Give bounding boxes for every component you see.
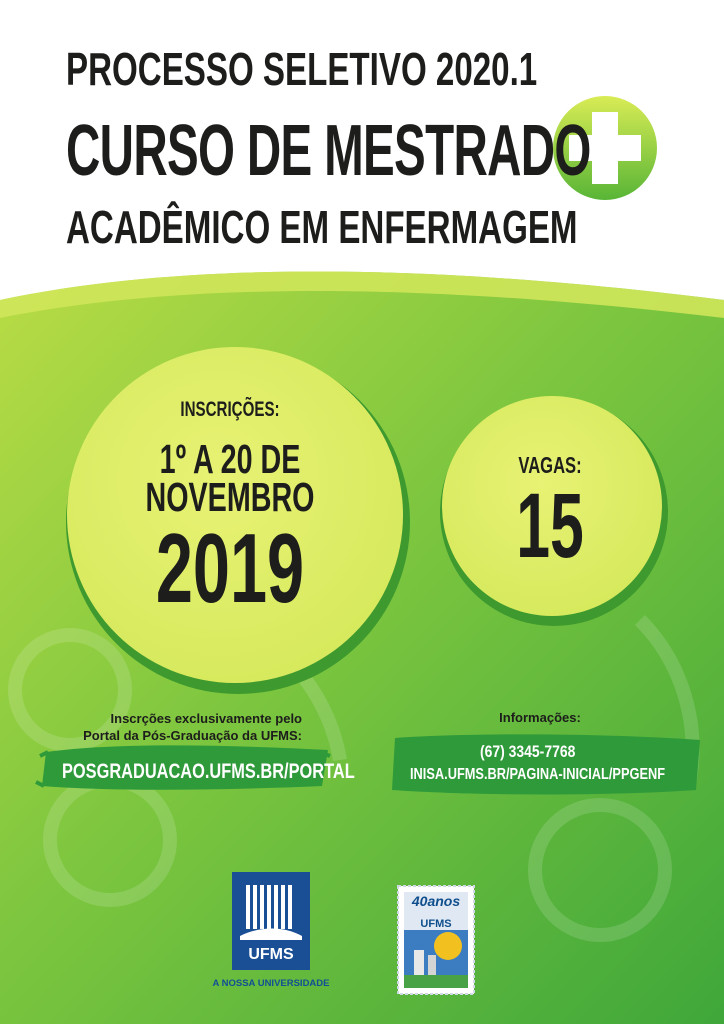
informacoes-phone[interactable]: (67) 3345-7768 (480, 742, 576, 761)
portal-url-link[interactable]: POSGRADUACAO.UFMS.BR/PORTAL (62, 760, 355, 783)
stamp-years: 40anos (411, 893, 461, 909)
informacoes-title: Informações: (499, 710, 581, 725)
title-line-1: PROCESSO SELETIVO 2020.1 (66, 43, 538, 95)
vagas-label: VAGAS: (518, 452, 582, 478)
stamp-name: UFMS (420, 918, 452, 930)
portal-description: Inscrções exclusivamente pelo Portal da Pós-Graduação da UFMS: (83, 711, 302, 743)
inscricoes-dates: 1º A 20 DE NOVEMBRO (145, 436, 315, 520)
ufms-logo-name: UFMS (248, 946, 294, 963)
informacoes-site-link[interactable]: INISA.UFMS.BR/PAGINA-INICIAL/PPGENF (410, 766, 666, 783)
inscricoes-label: INSCRIÇÕES: (180, 398, 280, 421)
title-line-2: CURSO DE MESTRADO (66, 111, 591, 191)
vagas-count: 15 (516, 475, 584, 577)
inscricoes-year: 2019 (155, 513, 305, 623)
title-line-3: ACADÊMICO EM ENFERMAGEM (66, 201, 578, 253)
ufms-slogan: A NOSSA UNIVERSIDADE (212, 978, 330, 989)
